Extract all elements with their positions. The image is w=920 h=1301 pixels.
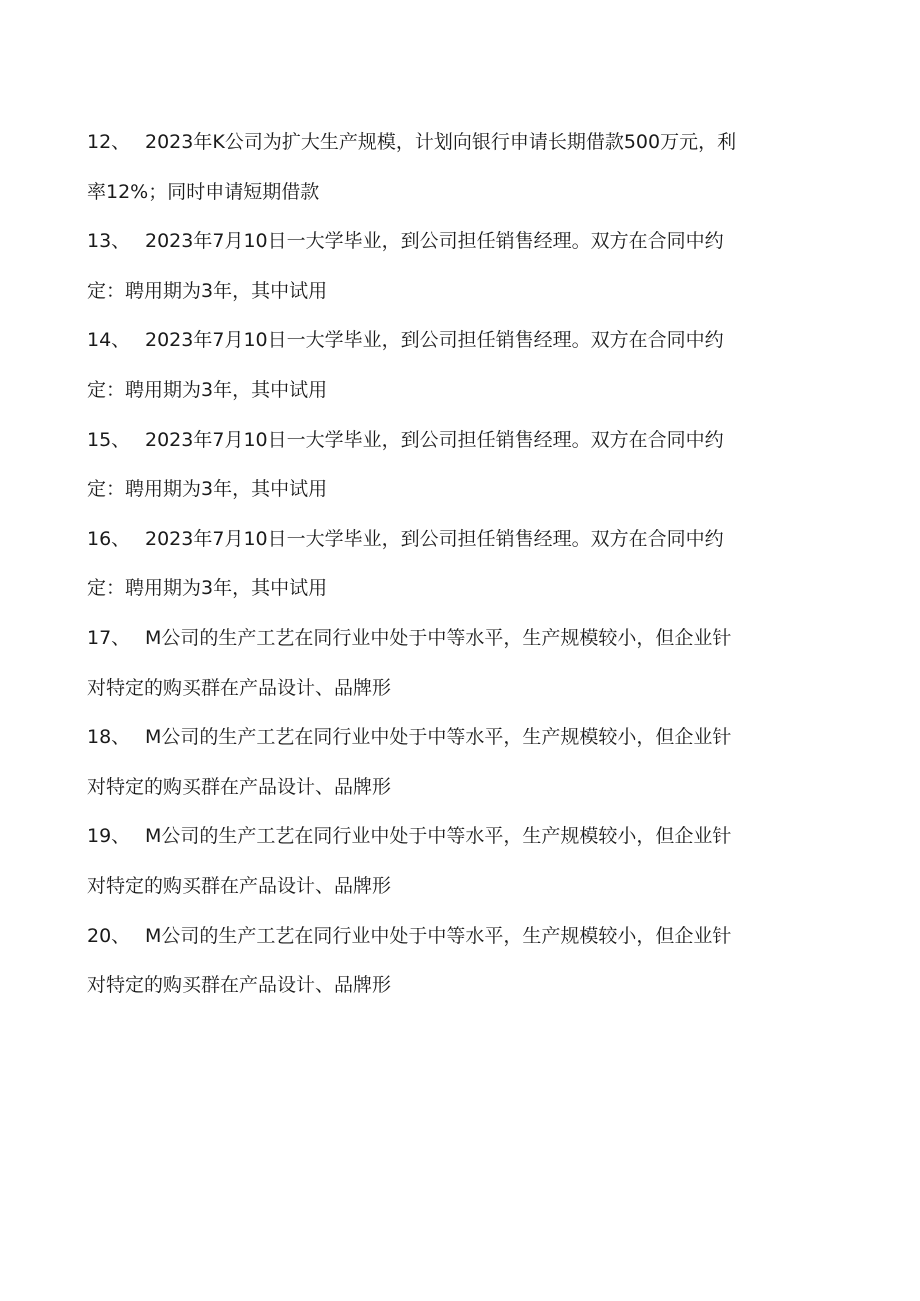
question-item [87,912,832,1011]
question-item [87,515,832,614]
question-number: 14、 [87,329,131,352]
question-number: 16、 [87,527,131,550]
question-line-2: 定：聘用期为3年，其中试用 [87,577,328,600]
question-item [87,416,832,515]
question-line-2: 定：聘用期为3年，其中试用 [87,378,328,401]
question-text: M公司的生产工艺在同行业中处于中等水平，生产规模较小，但企业针 [145,626,732,649]
question-line-2: 对特定的购买群在产品设计、品牌形 [87,974,392,997]
question-text: 2023年7月10日一大学毕业，到公司担任销售经理。双方在合同中约 [145,329,724,352]
question-line-2: 定：聘用期为3年，其中试用 [87,279,328,302]
question-line-1 [87,316,832,366]
question-text: 2023年7月10日一大学毕业，到公司担任销售经理。双方在合同中约 [145,428,724,451]
question-item [87,812,832,911]
question-number: 15、 [87,428,131,451]
question-text: M公司的生产工艺在同行业中处于中等水平，生产规模较小，但企业针 [145,726,732,749]
question-number: 19、 [87,825,131,848]
question-text: 2023年7月10日一大学毕业，到公司担任销售经理。双方在合同中约 [145,527,724,550]
question-number: 13、 [87,230,131,253]
question-text: M公司的生产工艺在同行业中处于中等水平，生产规模较小，但企业针 [145,825,732,848]
question-item [87,316,832,415]
question-number: 20、 [87,924,131,947]
question-number: 18、 [87,726,131,749]
question-line-1 [87,812,832,862]
question-number: 17、 [87,626,131,649]
question-list [87,118,832,1011]
question-line-1 [87,912,832,962]
question-line-1 [87,118,832,168]
question-item [87,614,832,713]
question-line-2: 对特定的购买群在产品设计、品牌形 [87,775,392,798]
question-line-1 [87,614,832,664]
question-number: 12、 [87,131,131,153]
question-item [87,118,832,217]
question-line-2: 率12%；同时申请短期借款 [87,180,320,203]
question-item [87,713,832,812]
question-line-2: 对特定的购买群在产品设计、品牌形 [87,874,392,897]
question-line-1 [87,515,832,565]
question-item [87,217,832,316]
question-line-2: 对特定的购买群在产品设计、品牌形 [87,676,392,699]
question-text: 2023年7月10日一大学毕业，到公司担任销售经理。双方在合同中约 [145,230,724,253]
question-line-1 [87,416,832,466]
question-line-1 [87,217,832,267]
question-line-1 [87,713,832,763]
question-line-2: 定：聘用期为3年，其中试用 [87,478,328,501]
question-text: 2023年K公司为扩大生产规模，计划向银行申请长期借款500万元，利 [145,131,737,153]
question-text: M公司的生产工艺在同行业中处于中等水平，生产规模较小，但企业针 [145,924,732,947]
